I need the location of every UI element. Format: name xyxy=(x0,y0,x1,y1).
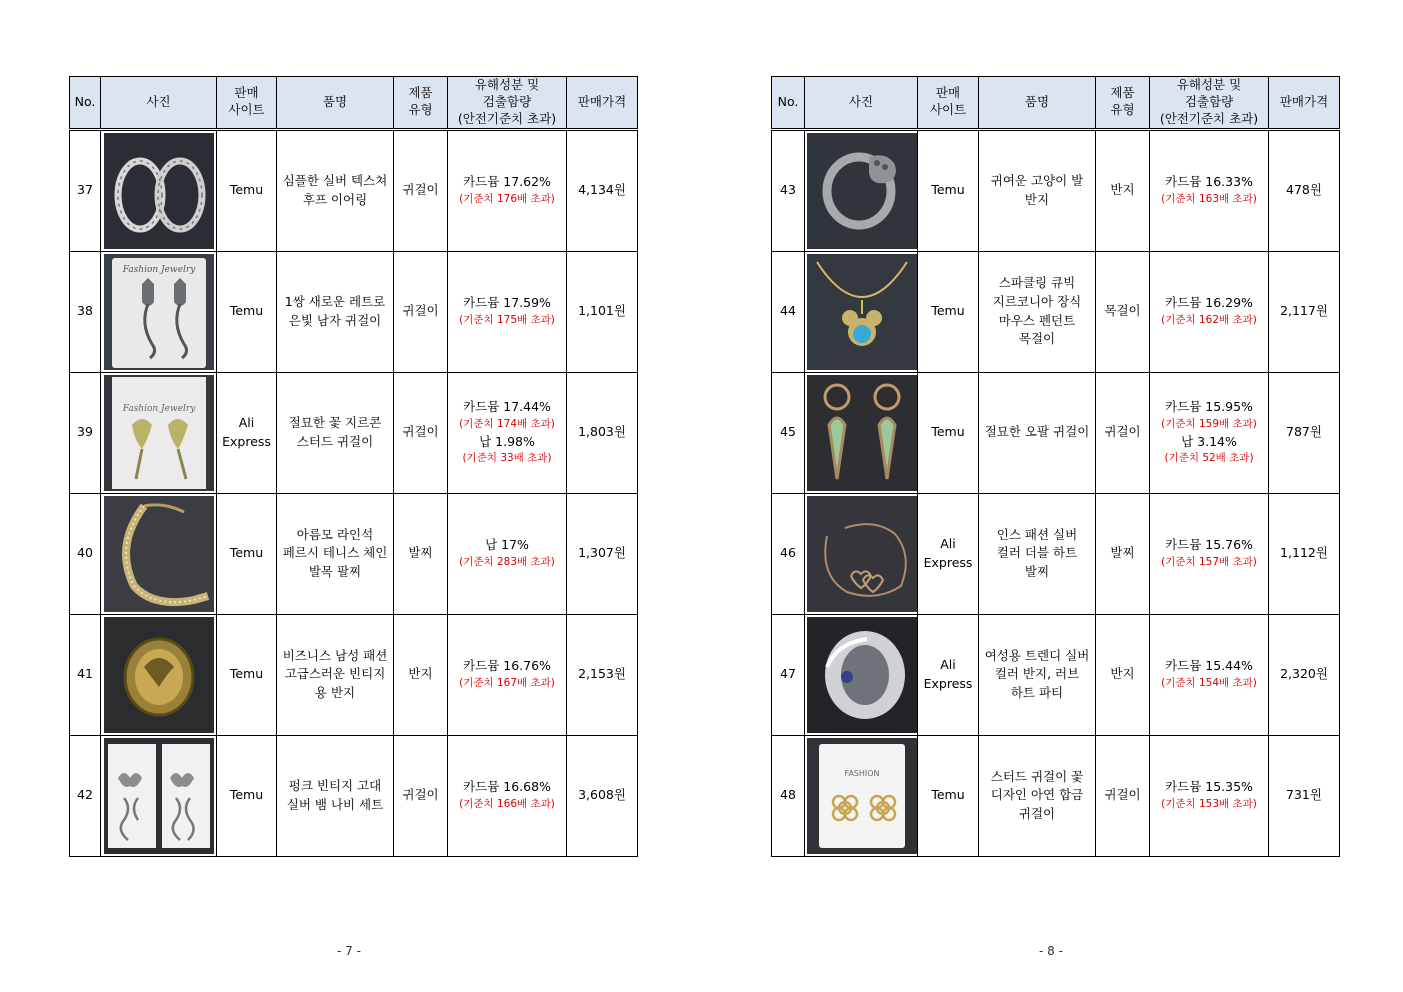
sale-site xyxy=(217,129,277,251)
sale-site xyxy=(918,493,979,614)
sale-site xyxy=(918,251,979,372)
product-name-line: 고급스러운 빈티지 xyxy=(284,666,386,682)
cat-paw-ring-photo xyxy=(807,133,917,249)
header-price: 판매가격 xyxy=(1269,77,1340,130)
header-price: 판매가격 xyxy=(567,77,638,130)
header-no: No. xyxy=(70,77,101,130)
header-photo: 사진 xyxy=(101,77,217,130)
product-type: 귀걸이 xyxy=(394,129,448,251)
product-name-line: 페르시 테니스 체인 xyxy=(282,545,388,561)
hazard-exceed-note: (기준치 153배 초과) xyxy=(1161,798,1257,811)
sale-site xyxy=(217,735,277,856)
product-photo-cell xyxy=(101,372,217,493)
hazard-amount: 카드뮴 17.44% xyxy=(463,399,551,415)
hazard-exceed-note: (기준치 52배 초과) xyxy=(1164,452,1254,465)
hazard-exceed-note: (기준치 175배 초과) xyxy=(459,314,555,327)
hazard-exceed-note: (기준치 176배 초과) xyxy=(459,193,555,206)
sale-site xyxy=(217,614,277,735)
product-photo-cell xyxy=(101,251,217,372)
sale-site-line: Temu xyxy=(229,182,264,198)
product-name-line: 아름모 라인석 xyxy=(296,526,374,542)
sale-site-line: Ali xyxy=(940,656,956,672)
hazard-amount: 납 17% xyxy=(485,537,529,553)
sale-price: 3,608원 xyxy=(567,735,638,856)
table-row xyxy=(772,251,1340,372)
cat-earrings-photo xyxy=(104,254,214,370)
product-type: 반지 xyxy=(1096,614,1150,735)
hazard-amount: 카드뮴 15.95% xyxy=(1165,399,1253,415)
hazard-exceed-note: (기준치 167배 초과) xyxy=(459,677,555,690)
svg-text:FASHION: FASHION xyxy=(844,768,880,778)
product-name-line: 발목 팔찌 xyxy=(308,564,362,579)
table-header-row xyxy=(70,77,638,130)
product-photo-cell xyxy=(805,251,918,372)
table-row xyxy=(70,129,638,251)
header-hazard: 유해성분 및 검출함량 (안전기준치 초과) xyxy=(448,77,567,130)
hazard-amount: 카드뮴 15.44% xyxy=(1165,658,1253,674)
hazard-exceed-note: (기준치 157배 초과) xyxy=(1161,556,1257,569)
sale-site-line: Temu xyxy=(229,303,264,319)
table-header-row xyxy=(772,77,1340,130)
sale-site xyxy=(918,735,979,856)
sale-site-line: Express xyxy=(923,675,973,691)
product-photo-cell xyxy=(805,614,918,735)
hazard-amount: 카드뮴 17.59% xyxy=(463,295,551,311)
hazard-exceed-note: (기준치 33배 초과) xyxy=(462,452,552,465)
hazard-exceed-note: (기준치 154배 초과) xyxy=(1161,677,1257,690)
sale-site xyxy=(217,372,277,493)
product-type: 귀걸이 xyxy=(394,735,448,856)
row-number: 48 xyxy=(772,735,805,856)
sale-site xyxy=(918,372,979,493)
hazard-result xyxy=(1150,735,1269,856)
product-name xyxy=(277,372,394,493)
product-photo-cell xyxy=(805,493,918,614)
product-name-line: 발찌 xyxy=(1024,564,1050,579)
hazard-exceed-note: (기준치 283배 초과) xyxy=(459,556,555,569)
hazard-result xyxy=(1150,129,1269,251)
row-number: 46 xyxy=(772,493,805,614)
row-number: 45 xyxy=(772,372,805,493)
product-name-line: 비즈니스 남성 패션 xyxy=(282,647,388,663)
hazard-result xyxy=(1150,372,1269,493)
sale-site-line: Temu xyxy=(229,787,264,803)
product-type: 발찌 xyxy=(394,493,448,614)
hazard-result xyxy=(448,129,567,251)
product-photo-cell xyxy=(805,129,918,251)
hazard-result xyxy=(1150,493,1269,614)
product-name-line: 절묘한 오팔 귀걸이 xyxy=(984,424,1090,440)
row-number: 43 xyxy=(772,129,805,251)
hazard-exceed-note: (기준치 174배 초과) xyxy=(459,417,555,430)
sale-site-line: Temu xyxy=(931,182,965,198)
product-name-line: 실버 뱀 나비 세트 xyxy=(286,796,384,812)
product-photo-cell xyxy=(101,735,217,856)
hoop-earrings-photo xyxy=(104,133,214,249)
row-number: 39 xyxy=(70,372,101,493)
product-photo-cell xyxy=(101,129,217,251)
product-name-line: 마우스 펜던트 xyxy=(998,312,1076,328)
product-table-page-7 xyxy=(69,76,638,857)
vintage-ring-photo xyxy=(104,617,214,733)
product-name-line: 컬러 반지, 러브 xyxy=(994,666,1080,682)
sale-price: 478원 xyxy=(1269,129,1340,251)
header-type: 제품 유형 xyxy=(1096,77,1150,130)
row-number: 40 xyxy=(70,493,101,614)
product-type: 목걸이 xyxy=(1096,251,1150,372)
product-name xyxy=(277,251,394,372)
hazard-result xyxy=(448,614,567,735)
table-row xyxy=(772,735,1340,856)
product-name-line: 하트 파티 xyxy=(1010,685,1064,700)
sale-price: 1,307원 xyxy=(567,493,638,614)
product-name xyxy=(979,372,1096,493)
sale-price: 787원 xyxy=(1269,372,1340,493)
hazard-amount: 카드뮴 15.76% xyxy=(1165,537,1253,553)
product-name xyxy=(277,614,394,735)
page-number-right: - 8 - xyxy=(1039,944,1063,958)
svg-text:Fashion Jewelry: Fashion Jewelry xyxy=(122,403,195,414)
product-name-line: 심플한 실버 텍스쳐 xyxy=(282,172,388,188)
product-type: 발찌 xyxy=(1096,493,1150,614)
sale-site-line: Ali xyxy=(238,414,255,430)
sale-site-line: Temu xyxy=(931,787,965,803)
row-number: 37 xyxy=(70,129,101,251)
table-row xyxy=(772,129,1340,251)
table-row xyxy=(70,251,638,372)
sale-site xyxy=(217,493,277,614)
hazard-amount: 카드뮴 17.62% xyxy=(463,174,551,190)
product-name-line: 스파클링 큐빅 xyxy=(998,275,1076,291)
hazard-exceed-note: (기준치 166배 초과) xyxy=(459,798,555,811)
heart-anklet-photo xyxy=(807,496,917,612)
sale-site xyxy=(217,251,277,372)
sale-price: 2,320원 xyxy=(1269,614,1340,735)
product-photo-cell xyxy=(805,372,918,493)
product-type: 귀걸이 xyxy=(1096,735,1150,856)
table-row xyxy=(70,372,638,493)
product-name-line: 인스 패션 실버 xyxy=(996,526,1078,542)
product-type: 반지 xyxy=(394,614,448,735)
row-number: 44 xyxy=(772,251,805,372)
product-name-line: 스터드 귀걸이 xyxy=(296,433,374,449)
hazard-amount: 카드뮴 16.33% xyxy=(1165,174,1253,190)
sale-price: 1,112원 xyxy=(1269,493,1340,614)
flower-stud-earrings-photo xyxy=(807,738,917,854)
sale-price: 1,101원 xyxy=(567,251,638,372)
hazard-result xyxy=(1150,251,1269,372)
hazard-amount: 납 1.98% xyxy=(479,433,535,449)
flower-earrings-photo xyxy=(104,375,214,491)
sale-price: 4,134원 xyxy=(567,129,638,251)
opal-earrings-photo xyxy=(807,375,917,491)
table-row xyxy=(70,735,638,856)
hazard-amount: 카드뮴 16.68% xyxy=(463,779,551,795)
table-row xyxy=(772,493,1340,614)
product-photo-cell xyxy=(101,614,217,735)
product-name-line: 여성용 트렌디 실버 xyxy=(984,647,1090,663)
product-name-line: 귀여운 고양이 발 xyxy=(990,172,1084,188)
hazard-amount: 카드뮴 16.29% xyxy=(1165,295,1253,311)
hazard-result xyxy=(1150,614,1269,735)
table-row xyxy=(772,372,1340,493)
sale-site-line: Temu xyxy=(229,666,264,682)
sale-site xyxy=(918,129,979,251)
hazard-exceed-note: (기준치 159배 초과) xyxy=(1161,417,1257,430)
page-number-left: - 7 - xyxy=(337,944,361,958)
sale-site-line: Temu xyxy=(931,303,965,319)
hazard-amount: 카드뮴 16.76% xyxy=(463,658,551,674)
product-name-line: 절묘한 꽃 지르콘 xyxy=(288,414,382,430)
butterfly-earring-set-photo xyxy=(104,738,214,854)
svg-text:Fashion Jewelry: Fashion Jewelry xyxy=(122,264,195,275)
header-name: 품명 xyxy=(277,77,394,130)
product-type: 귀걸이 xyxy=(394,251,448,372)
product-name-line: 컬러 더블 하트 xyxy=(996,545,1078,561)
sale-site-line: Express xyxy=(923,554,973,570)
row-number: 47 xyxy=(772,614,805,735)
product-name xyxy=(979,493,1096,614)
hazard-exceed-note: (기준치 162배 초과) xyxy=(1161,314,1257,327)
sale-price: 1,803원 xyxy=(567,372,638,493)
hazard-amount: 카드뮴 15.35% xyxy=(1165,779,1253,795)
product-name xyxy=(979,129,1096,251)
header-name: 품명 xyxy=(979,77,1096,130)
header-hazard: 유해성분 및 검출함량 (안전기준치 초과) xyxy=(1150,77,1269,130)
product-type: 귀걸이 xyxy=(1096,372,1150,493)
header-type: 제품 유형 xyxy=(394,77,448,130)
product-name-line: 후프 이어링 xyxy=(302,191,368,207)
sale-price: 2,153원 xyxy=(567,614,638,735)
product-photo-cell xyxy=(805,735,918,856)
header-site: 판매 사이트 xyxy=(217,77,277,130)
product-name xyxy=(277,493,394,614)
product-name xyxy=(979,251,1096,372)
table-row xyxy=(772,614,1340,735)
product-name-line: 디자인 아연 합금 xyxy=(990,787,1084,803)
sale-site xyxy=(918,614,979,735)
table-row xyxy=(70,614,638,735)
product-type: 귀걸이 xyxy=(394,372,448,493)
sale-site-line: Ali xyxy=(940,535,956,551)
tennis-anklet-photo xyxy=(104,496,214,612)
product-type: 반지 xyxy=(1096,129,1150,251)
hazard-result xyxy=(448,251,567,372)
hazard-exceed-note: (기준치 163배 초과) xyxy=(1161,193,1257,206)
row-number: 42 xyxy=(70,735,101,856)
hazard-result xyxy=(448,372,567,493)
product-name-line: 스터드 귀걸이 꽃 xyxy=(990,768,1084,784)
product-name xyxy=(277,735,394,856)
row-number: 38 xyxy=(70,251,101,372)
product-name xyxy=(277,129,394,251)
sale-site-line: Temu xyxy=(229,545,264,561)
sale-site-line: Express xyxy=(222,433,271,449)
product-name-line: 용 반지 xyxy=(314,685,356,700)
heart-ring-photo xyxy=(807,617,917,733)
product-name-line: 1쌍 새로운 레트로 xyxy=(284,293,386,309)
product-name-line: 펑크 빈티지 고대 xyxy=(288,777,382,793)
header-no: No. xyxy=(772,77,805,130)
table-row xyxy=(70,493,638,614)
product-name-line: 반지 xyxy=(1024,191,1050,207)
hazard-result xyxy=(448,735,567,856)
product-name-line: 지르코니아 장식 xyxy=(992,293,1082,309)
sale-site-line: Temu xyxy=(931,424,965,440)
row-number: 41 xyxy=(70,614,101,735)
mouse-pendant-necklace-photo xyxy=(807,254,917,370)
product-name xyxy=(979,735,1096,856)
header-photo: 사진 xyxy=(805,77,918,130)
product-name-line: 은빛 남자 귀걸이 xyxy=(288,312,382,328)
sale-price: 731원 xyxy=(1269,735,1340,856)
hazard-result xyxy=(448,493,567,614)
hazard-amount: 납 3.14% xyxy=(1181,433,1237,449)
product-name-line: 귀걸이 xyxy=(1018,806,1056,821)
product-name xyxy=(979,614,1096,735)
sale-price: 2,117원 xyxy=(1269,251,1340,372)
product-table-page-8 xyxy=(771,76,1340,857)
product-photo-cell xyxy=(101,493,217,614)
header-site: 판매 사이트 xyxy=(918,77,979,130)
product-name-line: 목걸이 xyxy=(1018,331,1056,347)
